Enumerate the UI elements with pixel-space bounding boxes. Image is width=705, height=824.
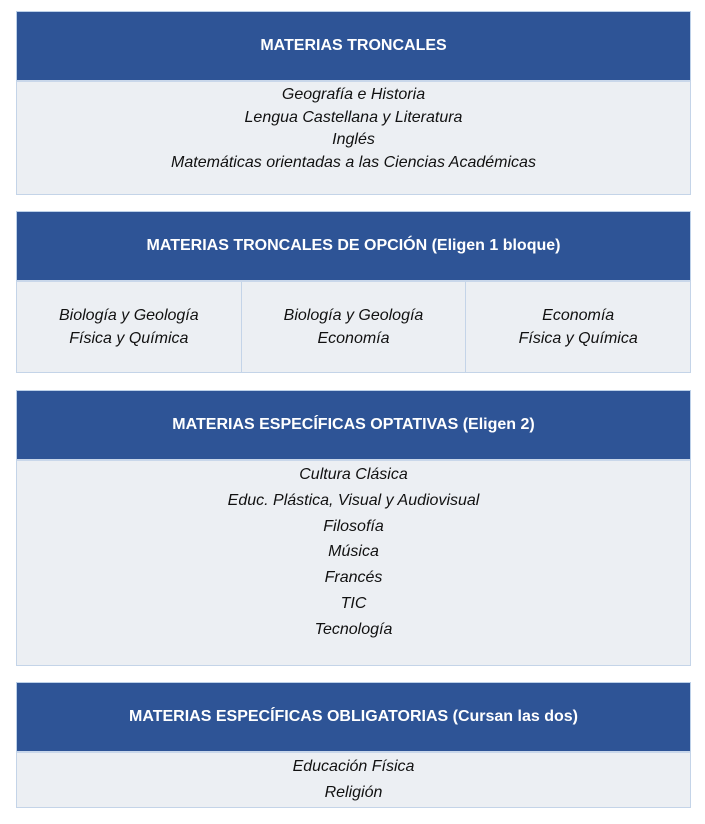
especificas-obligatorias-section: [16, 682, 691, 808]
obligatoria-item: Educación Física: [292, 758, 415, 775]
especificas-optativas-body: [16, 461, 691, 666]
optativa-item: TIC: [340, 594, 367, 612]
especificas-obligatorias-body: [16, 753, 691, 808]
especificas-optativas-title: MATERIAS ESPECÍFICAS OPTATIVAS (Eligen 2): [172, 416, 535, 433]
optativa-item: Música: [328, 543, 379, 561]
especificas-optativas-header: [16, 390, 691, 461]
troncales-item: Inglés: [332, 131, 375, 148]
optativa-item: Filosofía: [323, 517, 384, 535]
especificas-obligatorias-header: [16, 682, 691, 753]
especificas-obligatorias-title: MATERIAS ESPECÍFICAS OBLIGATORIAS (Cursan las dos): [129, 708, 578, 725]
optativa-item: Tecnología: [314, 620, 393, 638]
troncales-opcion-body: [16, 282, 691, 373]
troncales-item: Lengua Castellana y Literatura: [244, 108, 463, 126]
optativa-item: Francés: [324, 569, 383, 587]
troncales-item: Matemáticas orientadas a las Ciencias Académicas: [171, 153, 536, 171]
opcion-item: Economía: [317, 330, 390, 347]
optativa-item: Cultura Clásica: [299, 466, 408, 483]
troncales-section: [16, 11, 691, 195]
opcion-item: Biología y Geología: [59, 307, 199, 324]
opcion-item: Física y Química: [69, 330, 189, 347]
optativa-item: Educ. Plástica, Visual y Audiovisual: [227, 491, 480, 509]
opcion-block-2: [242, 282, 467, 372]
troncales-item: Geografía e Historia: [281, 86, 426, 103]
troncales-header: [16, 11, 691, 82]
troncales-opcion-title: MATERIAS TRONCALES DE OPCIÓN (Eligen 1 bloque): [146, 237, 561, 254]
troncales-body: [16, 82, 691, 195]
troncales-title: MATERIAS TRONCALES: [260, 37, 447, 54]
troncales-opcion-section: [16, 211, 691, 373]
opcion-item: Economía: [542, 307, 615, 324]
opcion-item: Física y Química: [518, 330, 638, 347]
opcion-item: Biología y Geología: [283, 307, 424, 324]
opcion-block-3: [466, 282, 690, 372]
opcion-block-1: [17, 282, 242, 372]
obligatoria-item: Religión: [324, 783, 383, 801]
troncales-opcion-header: [16, 211, 691, 282]
especificas-optativas-section: [16, 390, 691, 666]
